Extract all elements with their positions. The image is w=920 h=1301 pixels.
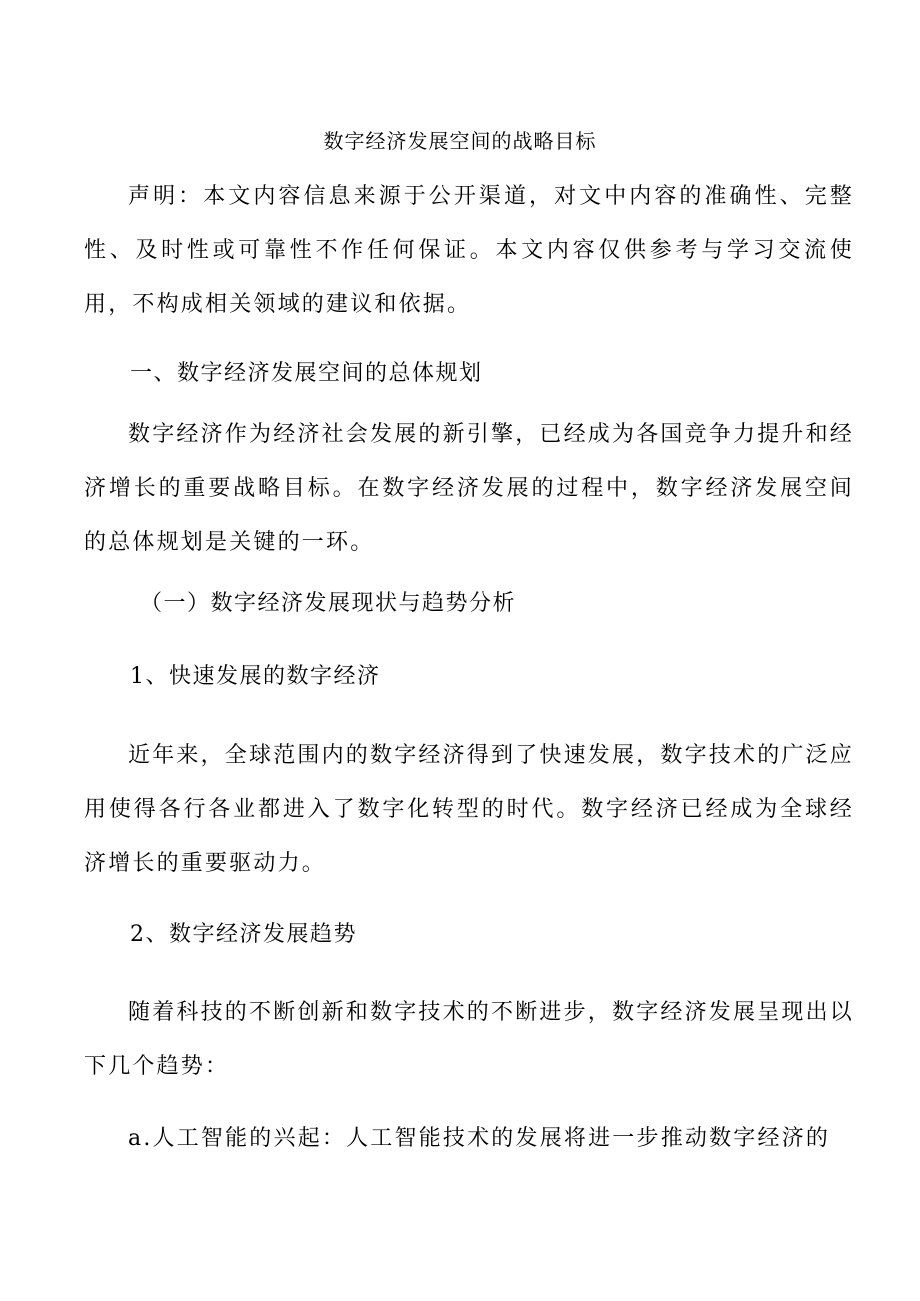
item-body-1: 近年来，全球范围内的数字经济得到了快速发展，数字技术的广泛应用使得各行各业都进入了数字化转型的时代。数字经济已经成为全球经济增长的重要驱动力。 (84, 743, 855, 876)
section-heading: 一、数字经济发展空间的总体规划 (130, 361, 483, 386)
item-heading-2: 2、数字经济发展趋势 (130, 922, 357, 947)
item-heading-1: 1、快速发展的数字经济 (130, 664, 381, 689)
item-body-2: 随着科技的不断创新和数字技术的不断进步，数字经济发展呈现出以下几个趋势： (84, 1000, 855, 1079)
subsection-heading: （一）数字经济发展现状与趋势分析 (140, 591, 517, 616)
section-intro-paragraph: 数字经济作为经济社会发展的新引擎，已经成为各国竞争力提升和经济增长的重要战略目标。在数字经济发展的过程中，数字经济发展空间的总体规划是关键的一环。 (84, 422, 855, 555)
trend-item-a: a.人工智能的兴起：人工智能技术的发展将进一步推动数字经济的 (128, 1126, 831, 1151)
disclaimer-paragraph: 声明：本文内容信息来源于公开渠道，对文中内容的准确性、完整性、及时性或可靠性不作任何保证。本文内容仅供参考与学习交流使用，不构成相关领域的建议和依据。 (84, 184, 854, 317)
document-title: 数字经济发展空间的战略目标 (323, 129, 597, 153)
